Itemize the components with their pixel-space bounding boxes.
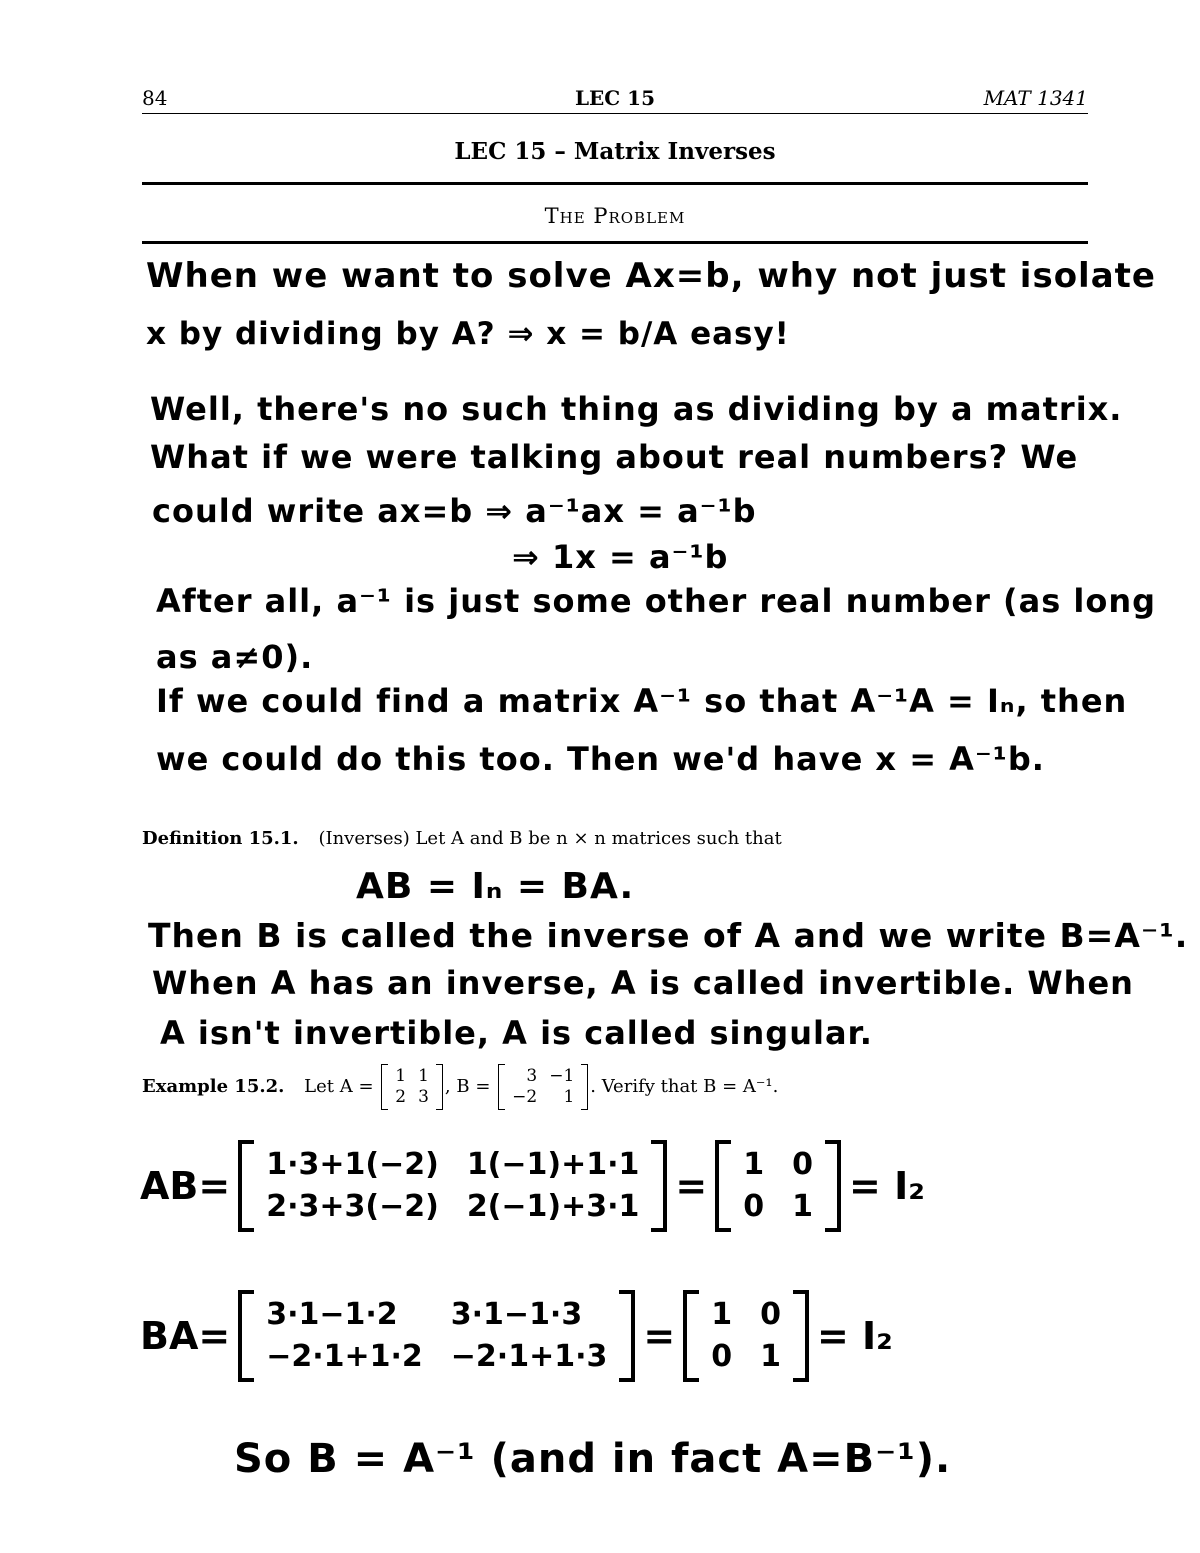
equals-sign: = (643, 1314, 676, 1358)
matrix-cell: −2·1+1·2 (266, 1339, 423, 1374)
note-line: x by dividing by A? ⇒ x = b/A easy! (146, 316, 790, 352)
matrix-cell: 0 (760, 1297, 781, 1332)
matrix-cell: 2·3+3(−2) (266, 1189, 439, 1224)
note-line: When A has an inverse, A is called invertible. When (152, 964, 1134, 1002)
ab-identity: = I₂ (849, 1164, 925, 1208)
matrix-cell: 1 (711, 1297, 733, 1332)
running-header-course: MAT 1341 (983, 86, 1088, 110)
ba-product-equation (136, 1294, 897, 1378)
definition-text: (Inverses) Let A and B be n × n matrices such that (318, 828, 782, 849)
section-rule (142, 241, 1088, 244)
definition-15-1 (142, 828, 782, 849)
matrix-b (498, 1066, 588, 1108)
note-line: Then B is called the inverse of A and we write B=A⁻¹. (148, 916, 1189, 955)
title-rule (142, 182, 1088, 185)
matrix-a (381, 1066, 443, 1108)
definition-label: Definition 15.1. (142, 828, 299, 849)
ba-product-matrix (238, 1294, 635, 1378)
matrix-cell: 3·1−1·3 (450, 1297, 583, 1332)
matrix-b-cell: 1 (563, 1087, 575, 1107)
example-15-2 (142, 1066, 778, 1108)
matrix-b-cell: 3 (526, 1066, 538, 1086)
equals-sign: = (675, 1164, 708, 1208)
ab-result-matrix (715, 1144, 841, 1228)
note-line: When we want to solve Ax=b, why not just isolate (146, 256, 1156, 296)
matrix-cell: 0 (743, 1189, 765, 1224)
matrix-cell: 2(−1)+3·1 (466, 1189, 640, 1224)
note-line: AB = Iₙ = BA. (356, 866, 635, 907)
note-line: A isn't invertible, A is called singular. (160, 1014, 873, 1052)
ab-lhs: AB= (140, 1164, 231, 1208)
note-line: After all, a⁻¹ is just some other real number (as long (156, 582, 1157, 620)
section-heading: The Problem (544, 204, 686, 228)
note-line: could write ax=b ⇒ a⁻¹ax = a⁻¹b (152, 492, 757, 530)
example-label: Example 15.2. (142, 1076, 285, 1097)
note-line: we could do this too. Then we'd have x = A⁻¹b. (156, 740, 1045, 778)
matrix-b-cell: −1 (549, 1066, 575, 1086)
example-verify: . Verify that B = A⁻¹. (590, 1076, 779, 1097)
running-header-lecture: LEC 15 (574, 86, 656, 110)
example-b-eq: , B = (444, 1076, 491, 1097)
matrix-cell: 1 (760, 1339, 781, 1374)
matrix-a-cell: 2 (395, 1087, 407, 1107)
matrix-a-cell: 3 (418, 1087, 429, 1107)
note-line: If we could find a matrix A⁻¹ so that A⁻¹A = Iₙ, then (156, 682, 1128, 720)
matrix-b-cell: −2 (512, 1087, 538, 1107)
matrix-cell: 1·3+1(−2) (266, 1147, 439, 1182)
matrix-a-cell: 1 (418, 1066, 429, 1086)
note-line: as a≠0). (156, 638, 314, 676)
ba-lhs: BA= (140, 1314, 231, 1358)
note-line: Well, there's no such thing as dividing by a matrix. (150, 390, 1123, 428)
matrix-cell: 1 (743, 1147, 765, 1182)
page-number: 84 (142, 86, 168, 110)
example-let-a: Let A = (304, 1076, 374, 1097)
matrix-cell: 0 (792, 1147, 813, 1182)
lecture-title: LEC 15 – Matrix Inverses (454, 138, 776, 165)
ab-product-matrix (238, 1144, 667, 1228)
matrix-cell: 0 (711, 1339, 733, 1374)
ab-product-equation (136, 1144, 929, 1228)
note-line: What if we were talking about real numbers? We (150, 438, 1079, 476)
ba-result-matrix (683, 1294, 809, 1378)
matrix-cell: 1(−1)+1·1 (466, 1147, 640, 1182)
ba-identity: = I₂ (816, 1314, 893, 1358)
header-rule (142, 113, 1088, 114)
note-line: ⇒ 1x = a⁻¹b (512, 538, 729, 576)
matrix-cell: 3·1−1·2 (266, 1297, 398, 1332)
matrix-cell: 1 (792, 1189, 813, 1224)
matrix-cell: −2·1+1·3 (450, 1339, 608, 1374)
matrix-a-cell: 1 (395, 1066, 407, 1086)
conclusion-line: So B = A⁻¹ (and in fact A=B⁻¹). (234, 1436, 952, 1482)
